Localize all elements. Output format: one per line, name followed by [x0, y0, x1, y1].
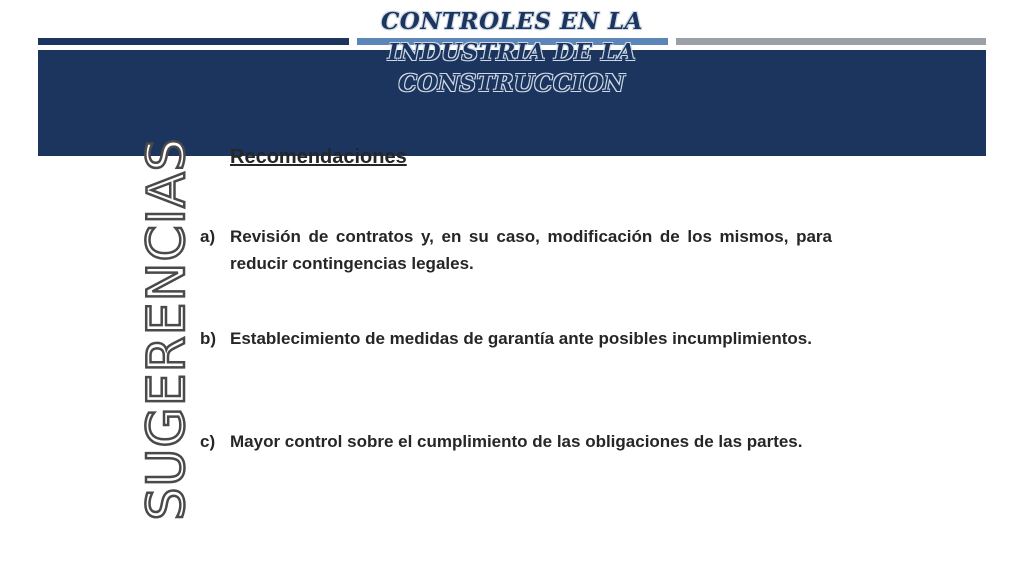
list-text-b: Establecimiento de medidas de garantía ante posibles incumplimientos.: [230, 329, 812, 348]
list-marker-c: c): [200, 432, 216, 451]
vertical-label: SUGERENCIAS: [137, 137, 197, 521]
top-accent-bar-left: [38, 38, 349, 45]
section-heading: Recomendaciones: [230, 146, 407, 168]
slide-title: CONTROLES EN LA INDUSTRIA DE LA CONSTRUCCION: [380, 8, 644, 97]
top-accent-bar-right: [676, 38, 986, 45]
slide-content: [200, 140, 832, 451]
list-text-a: Revisión de contratos y, en su caso, modificación de los mismos, para reducir contingencias legales.: [230, 227, 832, 273]
list-marker-a: a): [200, 227, 216, 246]
vertical-label-container: [137, 137, 197, 521]
list-item-a: [200, 223, 832, 277]
list-marker-b: b): [200, 329, 217, 348]
list-text-c: Mayor control sobre el cumplimiento de las obligaciones de las partes.: [230, 432, 803, 451]
list-item-c: [200, 428, 832, 455]
list-item-b: [200, 325, 832, 352]
